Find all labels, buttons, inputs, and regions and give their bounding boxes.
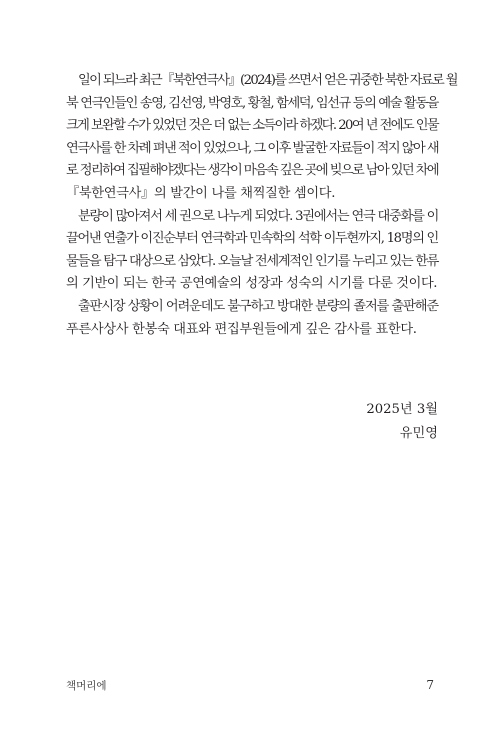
page-number: 7 (426, 678, 434, 692)
paragraph-3-line-2: 푸른사상사 한봉숙 대표와 편집부원들에게 깊은 감사를 표한다. (66, 321, 417, 337)
paragraph-2-line-3: 물들을 탐구 대상으로 삼았다. 오늘날 전세계적인 인기를 누리고 있는 한류 (66, 253, 439, 269)
paragraph-3-line-1: 출판시장 상황이 어려운데도 불구하고 방대한 분량의 졸저를 출판해준 (78, 298, 438, 314)
preface-body (66, 70, 457, 341)
running-footer-section: 책머리에 (66, 680, 107, 692)
paragraph-1-line-4: 연극사를 한 차례 펴낸 적이 있었으나, 그 이후 발굴한 자료들이 적지 않아 새 (66, 140, 439, 156)
paragraph-1-line-2: 북 연극인들인 송영, 김선영, 박영호, 황철, 함세덕, 임선규 등의 예술 활동을 (66, 95, 438, 111)
paragraph-1-line-1: 일이 되느라 최근『북한연극사』(2024)를 쓰면서 얻은 귀중한 북한 자료로 월 (78, 73, 457, 88)
paragraph-1-line-3: 크게 보완할 수가 있었던 것은 더 없는 소득이라 하겠다. 20여 년 전에도 인물 (66, 118, 438, 134)
signature-author: 유민영 (399, 426, 438, 441)
paragraph-1-line-5: 로 정리하여 집필해야겠다는 생각이 마음속 깊은 곳에 빚으로 남아 있던 차에 (66, 163, 438, 179)
paragraph-1-line-6: 『북한연극사』의 발간이 나를 채찍질한 셈이다. (66, 185, 336, 201)
paragraph-2-line-2: 끌어낸 연출가 이진순부터 연극학과 민속학의 석학 이두현까지, 18명의 인 (66, 231, 438, 247)
signature-block (366, 398, 438, 446)
signature-date: 2025년 3월 (366, 402, 438, 417)
paragraph-2-line-4: 의 기반이 되는 한국 공연예술의 성장과 성숙의 시기를 다룬 것이다. (66, 276, 438, 292)
paragraph-2-line-1: 분량이 많아져서 세 권으로 나누게 되었다. 3권에서는 연극 대중화를 이 (78, 208, 439, 224)
